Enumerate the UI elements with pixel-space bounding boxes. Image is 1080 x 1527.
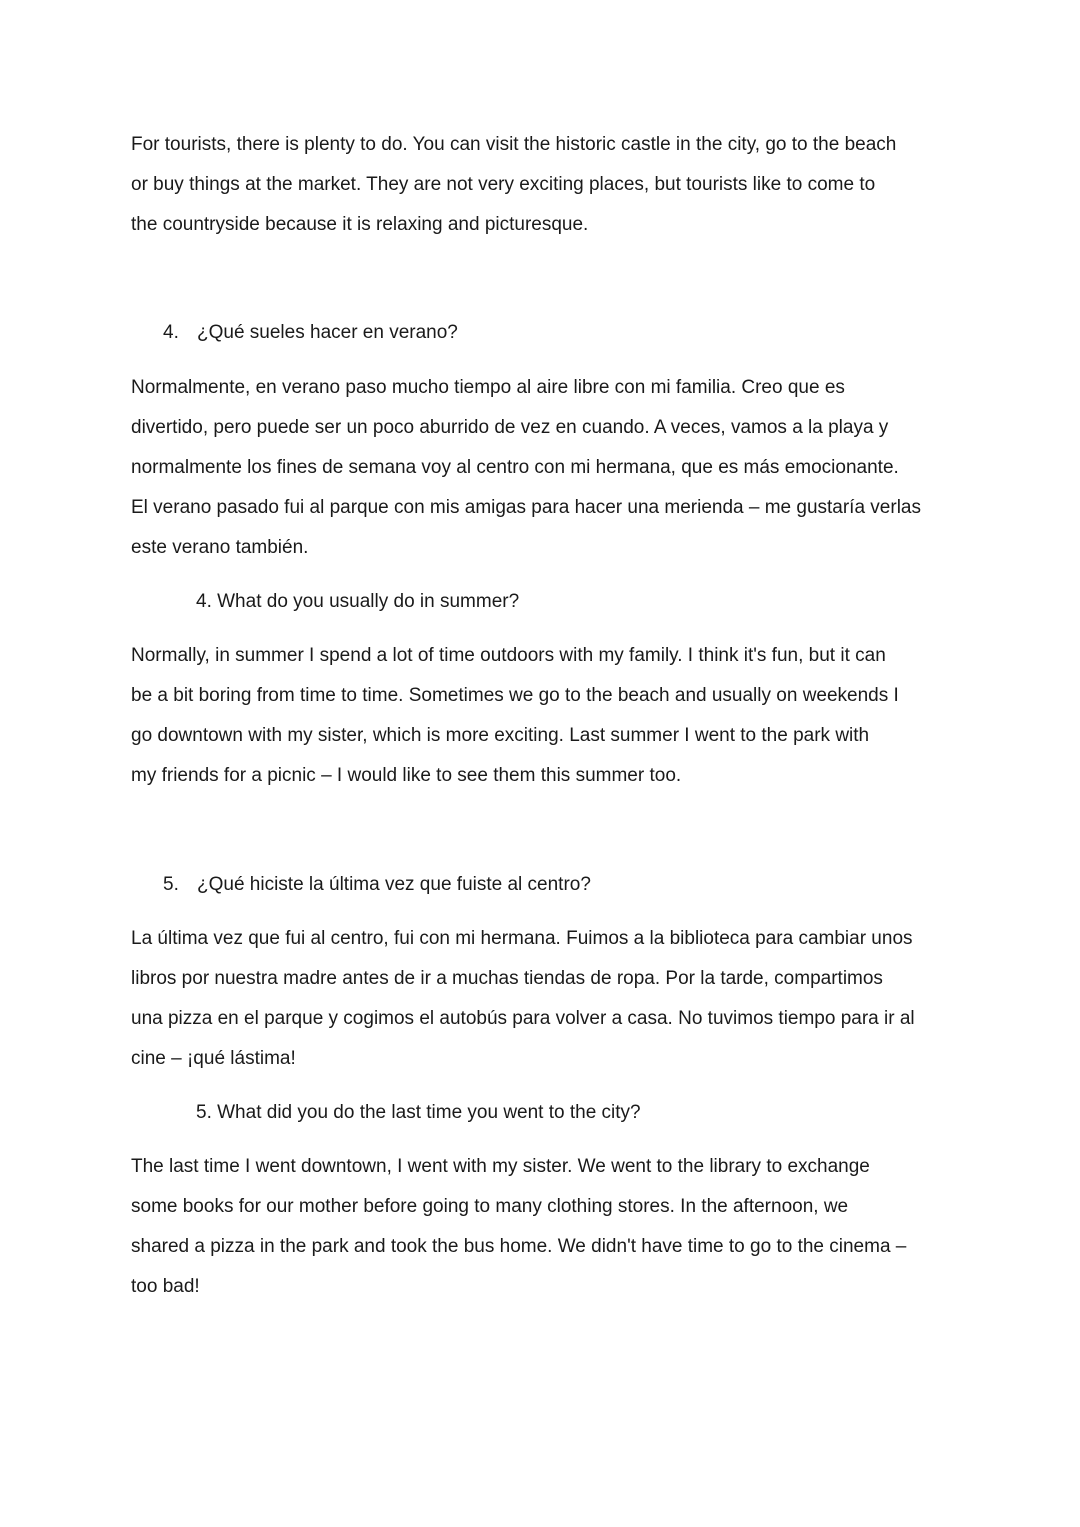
paragraph-line: este verano también.: [131, 537, 309, 558]
paragraph-line: The last time I went downtown, I went with my sister. We went to the library to exchange: [131, 1156, 870, 1177]
paragraph-line: La última vez que fui al centro, fui con mi hermana. Fuimos a la biblioteca para cambiar unos: [131, 928, 913, 949]
paragraph-line: the countryside because it is relaxing and picturesque.: [131, 214, 589, 235]
paragraph-line: shared a pizza in the park and took the bus home. We didn't have time to go to the cinema –: [131, 1236, 907, 1257]
question-text: ¿Qué hiciste la última vez que fuiste al centro?: [197, 874, 591, 895]
answer-4-english: [131, 636, 961, 796]
paragraph-line: divertido, pero puede ser un poco aburrido de vez en cuando. A veces, vamos a la playa y: [131, 417, 889, 438]
paragraph-line: go downtown with my sister, which is more exciting. Last summer I went to the park with: [131, 725, 870, 746]
question-4-english: 4. What do you usually do in summer?: [196, 591, 520, 612]
paragraph-line: normalmente los fines de semana voy al centro con mi hermana, que es más emocionante.: [131, 457, 899, 478]
paragraph-line: libros por nuestra madre antes de ir a muchas tiendas de ropa. Por la tarde, compartimos: [131, 968, 883, 989]
answer-5-spanish: [131, 919, 961, 1079]
paragraph-line: some books for our mother before going to many clothing stores. In the afternoon, we: [131, 1196, 849, 1217]
question-5-spanish: [163, 865, 591, 905]
paragraph-line: Normally, in summer I spend a lot of time outdoors with my family. I think it's fun, but it can: [131, 645, 886, 666]
paragraph-line: For tourists, there is plenty to do. You can visit the historic castle in the city, go to the beach: [131, 134, 897, 155]
question-4-spanish: [163, 313, 458, 353]
paragraph-line: my friends for a picnic – I would like to see them this summer too.: [131, 765, 682, 786]
question-number: 5.: [163, 874, 179, 895]
paragraph-line: El verano pasado fui al parque con mis amigas para hacer una merienda – me gustaría verlas: [131, 497, 921, 518]
question-text: ¿Qué sueles hacer en verano?: [197, 322, 458, 343]
answer-5-english: [131, 1147, 961, 1307]
paragraph-line: too bad!: [131, 1276, 200, 1297]
paragraph-line: be a bit boring from time to time. Sometimes we go to the beach and usually on weekends I: [131, 685, 899, 706]
paragraph-line: cine – ¡qué lástima!: [131, 1048, 296, 1069]
paragraph-line: una pizza en el parque y cogimos el autobús para volver a casa. No tuvimos tiempo para ir al: [131, 1008, 915, 1029]
paragraph-tourists: [131, 125, 961, 245]
question-number: 4.: [163, 322, 179, 343]
paragraph-line: or buy things at the market. They are not very exciting places, but tourists like to come to: [131, 174, 876, 195]
paragraph-line: Normalmente, en verano paso mucho tiempo al aire libre con mi familia. Creo que es: [131, 377, 845, 398]
question-5-english: 5. What did you do the last time you went to the city?: [196, 1102, 641, 1123]
answer-4-spanish: [131, 368, 961, 568]
